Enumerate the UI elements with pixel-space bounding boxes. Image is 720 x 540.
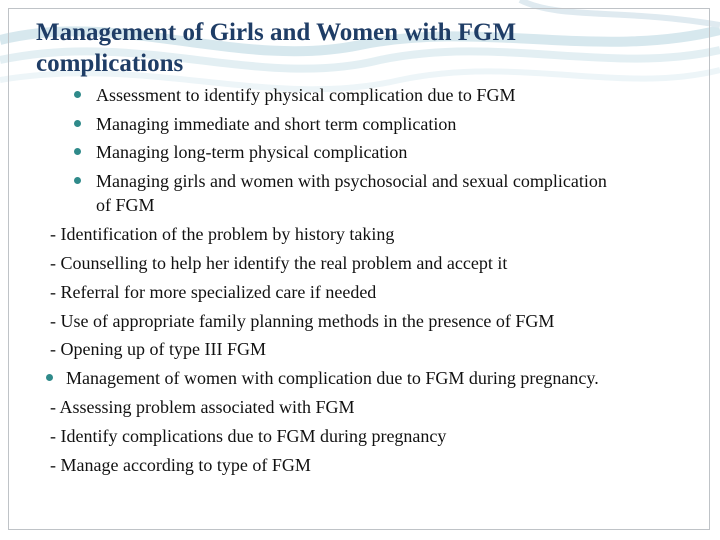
slide-title <box>36 17 676 79</box>
sub-list-item: - Identification of the problem by history taking <box>50 224 395 244</box>
bullet-dot-icon <box>74 120 81 127</box>
bullet-dot-icon <box>74 177 81 184</box>
sub-list-item: - Opening up of type III FGM <box>50 339 266 359</box>
list-item-continuation: of FGM <box>96 195 155 215</box>
list-item: Managing immediate and short term complication <box>96 113 456 135</box>
sub-list-item: - Identify complications due to FGM during pregnancy <box>50 426 447 446</box>
list-item: Management of women with complication due to FGM during pregnancy. <box>66 367 599 389</box>
sub-list-item: - Counselling to help her identify the real problem and accept it <box>50 253 508 273</box>
bullet-dot-icon <box>74 91 81 98</box>
sub-list-item: - Assessing problem associated with FGM <box>50 397 355 417</box>
title-line-2: complications <box>36 50 184 77</box>
list-item: Managing girls and women with psychosocial and sexual complication <box>96 170 607 192</box>
sub-list-item: - Manage according to type of FGM <box>50 455 311 475</box>
sub-list-item: - Use of appropriate family planning methods in the presence of FGM <box>50 311 555 331</box>
list-item: Managing long-term physical complication <box>96 141 407 163</box>
title-line-1: Management of Girls and Women with FGM <box>36 19 517 46</box>
list-item: Assessment to identify physical complication due to FGM <box>96 84 515 106</box>
sub-list-item: - Referral for more specialized care if needed <box>50 282 377 302</box>
bullet-dot-icon <box>74 148 81 155</box>
bullet-dot-icon <box>46 374 53 381</box>
